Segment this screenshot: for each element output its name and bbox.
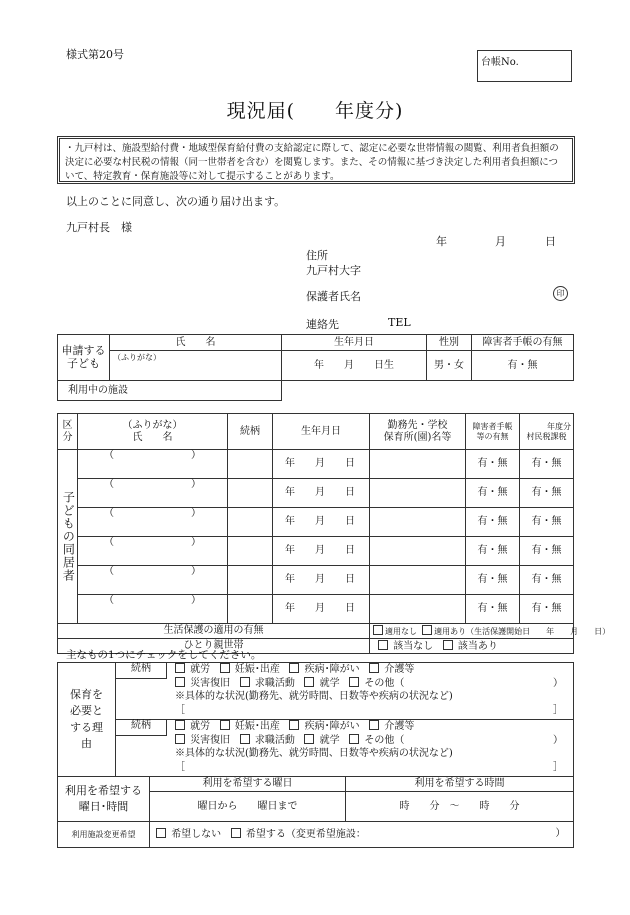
- member-dob-cell[interactable]: 年 月 日: [273, 479, 370, 508]
- ledger-label: 台帳No.: [481, 57, 519, 68]
- change-yes-checkbox[interactable]: [231, 828, 241, 838]
- member-work-cell[interactable]: [370, 479, 466, 508]
- opt-care-checkbox[interactable]: [369, 720, 379, 730]
- change-no-label: 希望しない: [171, 829, 222, 841]
- facility-row[interactable]: [58, 381, 282, 401]
- member-name-header-text: 氏 名: [132, 431, 173, 443]
- ledger-number-box[interactable]: [477, 50, 572, 82]
- opt-pregnancy-label: 妊娠･出産: [234, 721, 280, 732]
- member-paren-close: ）: [191, 450, 201, 461]
- disability-header-line2: 等の有無: [476, 431, 509, 441]
- reason-detail-note: ※具体的な状況(勤務先、就労時間、日数等や疾病の状況など): [175, 691, 453, 702]
- schedule-label-line2: 曜日･時間: [78, 800, 129, 813]
- opt-disaster-checkbox[interactable]: [175, 734, 185, 744]
- privacy-notice: ・九戸村は、施設型給付費・地域型保育給付費の支給認定に際して、認定に必要な世帯情報の閲覧、利用者負担額の決定に必要な村民税の情報（同一世帯者を含む）を閲覧します。また、その情報に基づき決定した利用者負担額について、特定教育・保育施設等に対して提示することがあります。: [57, 136, 575, 184]
- member-work-cell[interactable]: [370, 537, 466, 566]
- member-paren-open: （: [104, 450, 114, 461]
- change-no-checkbox[interactable]: [156, 828, 166, 838]
- member-dob-header: 生年月日: [273, 414, 370, 450]
- member-dob-cell[interactable]: 年 月 日: [273, 537, 370, 566]
- work-header: [370, 414, 466, 450]
- opt-other-close: ）: [553, 677, 563, 689]
- schedule-time-cell[interactable]: 時 分 ～ 時 分: [346, 792, 574, 822]
- member-row: [58, 479, 574, 508]
- schedule-label-line1: 利用を希望する: [65, 783, 142, 797]
- form-number: 様式第20号: [66, 48, 124, 61]
- opt-work-checkbox[interactable]: [175, 720, 185, 730]
- schedule-label: [58, 777, 150, 822]
- member-tax-cell[interactable]: 有・無: [520, 479, 574, 508]
- bracket-open: ［: [175, 761, 185, 773]
- member-work-cell[interactable]: [370, 508, 466, 537]
- bracket-close: ］: [553, 704, 563, 716]
- member-dob-cell[interactable]: 年 月 日: [273, 450, 370, 479]
- child-furigana: （ふりがな）: [113, 353, 161, 362]
- reasons-table: [57, 662, 574, 777]
- welfare-label: 生活保護の適用の有無: [58, 624, 370, 639]
- opt-illness-checkbox[interactable]: [289, 663, 299, 673]
- member-name-cell[interactable]: [78, 595, 228, 624]
- welfare-options: [370, 624, 611, 639]
- single-parent-label: ひとり親世帯: [58, 639, 370, 654]
- member-name-cell[interactable]: [78, 537, 228, 566]
- member-furigana-header: （ふりがな）: [122, 420, 183, 431]
- reason-entry: [116, 720, 573, 776]
- member-relation-cell[interactable]: [228, 450, 273, 479]
- date-day: 日: [545, 235, 556, 248]
- child-dob-header: 生年月日: [282, 335, 427, 351]
- opt-jobseek-label: 求職活動: [254, 734, 295, 746]
- change-yes-label: 希望する（変更希望施設：: [245, 829, 366, 841]
- member-tax-cell[interactable]: 有・無: [520, 508, 574, 537]
- address-label: 住所: [306, 249, 328, 262]
- check-instruction: 主なもの1つにチェックをしてください。: [66, 649, 262, 661]
- member-row: [58, 508, 574, 537]
- welfare-yes-checkbox[interactable]: [422, 625, 432, 635]
- member-disability-cell[interactable]: 有・無: [466, 566, 520, 595]
- child-disability-header: 障害者手帳の有無: [472, 335, 574, 351]
- opt-pregnancy-checkbox[interactable]: [220, 663, 230, 673]
- member-dob-cell[interactable]: 年 月 日: [273, 508, 370, 537]
- reason-options: [167, 720, 573, 776]
- member-row: [58, 537, 574, 566]
- opt-care-label: 介護等: [384, 721, 415, 732]
- welfare-none-checkbox[interactable]: [373, 625, 383, 635]
- address-value[interactable]: 九戸村大字: [306, 264, 361, 277]
- reason-options: [167, 663, 573, 719]
- household-table: [57, 413, 611, 654]
- household-side-label: 子どもの同居者: [58, 450, 78, 624]
- opt-school-label: 就学: [319, 734, 340, 746]
- welfare-none-label: 適用なし: [385, 627, 417, 637]
- reasons-block: [116, 663, 574, 777]
- facility-blank: [282, 381, 574, 401]
- child-row-head: 申請する子ども: [58, 335, 110, 381]
- tax-header-line2: 村民税課税: [526, 431, 567, 441]
- reason-relation-label: 続柄: [116, 720, 167, 736]
- child-name-cell[interactable]: [110, 351, 282, 381]
- opt-care-checkbox[interactable]: [369, 663, 379, 673]
- member-paren-close: ）: [191, 479, 201, 490]
- opt-pregnancy-label: 妊娠･出産: [234, 664, 280, 675]
- opt-disaster-label: 災害復旧: [190, 734, 231, 746]
- member-disability-cell[interactable]: 有・無: [466, 595, 520, 624]
- opt-other-checkbox[interactable]: [349, 734, 359, 744]
- member-work-cell[interactable]: [370, 450, 466, 479]
- opt-other-checkbox[interactable]: [349, 677, 359, 687]
- member-name-header: [78, 414, 228, 450]
- page-title: 現況届( 年度分): [226, 100, 404, 122]
- guardian-name-label: 保護者氏名: [306, 290, 361, 303]
- member-paren-close: ）: [191, 595, 201, 606]
- date-month: 月: [495, 235, 506, 248]
- opt-other-close: ）: [553, 734, 563, 746]
- member-disability-cell[interactable]: 有・無: [466, 508, 520, 537]
- opt-pregnancy-checkbox[interactable]: [220, 720, 230, 730]
- child-table: [57, 334, 574, 401]
- relation-header: 続柄: [228, 414, 273, 450]
- single-parent-options: [370, 639, 574, 654]
- addressee: 九戸村長 様: [66, 221, 132, 234]
- schedule-day-header: 利用を希望する曜日: [150, 777, 346, 792]
- opt-illness-label: 疾病･障がい: [304, 721, 360, 732]
- member-tax-cell[interactable]: 有・無: [520, 566, 574, 595]
- member-tax-cell[interactable]: 有・無: [520, 595, 574, 624]
- member-paren-open: （: [104, 566, 114, 577]
- member-dob-cell[interactable]: 年 月 日: [273, 566, 370, 595]
- opt-care-label: 介護等: [384, 664, 415, 675]
- change-options: [150, 822, 574, 848]
- member-name-cell[interactable]: [78, 450, 228, 479]
- work-header-line1: 勤務先・学校: [387, 420, 448, 431]
- member-paren-open: （: [104, 479, 114, 490]
- disability-header-line1: 障害者手帳: [472, 422, 513, 432]
- single-yes-checkbox[interactable]: [443, 640, 453, 650]
- schedule-time-header: 利用を希望する時間: [346, 777, 574, 792]
- member-row: [58, 595, 574, 624]
- reason-detail-field[interactable]: [175, 761, 573, 775]
- kubun-header: 区分: [58, 414, 78, 450]
- member-relation-cell[interactable]: [228, 479, 273, 508]
- bracket-close: ］: [553, 761, 563, 773]
- opt-disaster-checkbox[interactable]: [175, 677, 185, 687]
- member-relation-cell[interactable]: [228, 566, 273, 595]
- reason-relation-label: 続柄: [116, 663, 167, 679]
- facility-label: 利用中の施設: [68, 384, 128, 396]
- change-label: 利用施設変更希望: [58, 822, 150, 848]
- tel-label: TEL: [388, 316, 411, 329]
- opt-other-label: その他（: [364, 677, 405, 689]
- member-relation-cell[interactable]: [228, 508, 273, 537]
- member-work-cell[interactable]: [370, 595, 466, 624]
- member-paren-open: （: [104, 595, 114, 606]
- single-no-checkbox[interactable]: [378, 640, 388, 650]
- tax-header: [520, 414, 574, 450]
- member-relation-cell[interactable]: [228, 537, 273, 566]
- member-paren-open: （: [104, 508, 114, 519]
- opt-school-checkbox[interactable]: [304, 677, 314, 687]
- seal-mark: 印: [553, 286, 568, 301]
- consent-text: 以上のことに同意し、次の通り届け出ます。: [66, 195, 286, 208]
- member-paren-close: ）: [191, 537, 201, 548]
- member-row: [58, 566, 574, 595]
- member-work-cell[interactable]: [370, 566, 466, 595]
- reason-detail-field[interactable]: [175, 704, 573, 718]
- contact-label: 連絡先: [306, 318, 339, 331]
- date-year: 年: [436, 235, 447, 248]
- child-name-header: 氏 名: [110, 335, 282, 351]
- single-no-label: 該当なし: [393, 640, 434, 652]
- member-name-cell[interactable]: [78, 566, 228, 595]
- bracket-open: ［: [175, 704, 185, 716]
- child-disability-cell[interactable]: 有・無: [472, 351, 574, 381]
- tax-header-line1: 年度分: [547, 422, 571, 432]
- member-tax-cell[interactable]: 有・無: [520, 537, 574, 566]
- member-row: [58, 450, 574, 479]
- reasons-side-label: 保育を必要とする理由: [58, 663, 116, 777]
- opt-work-label: 就労: [190, 721, 211, 732]
- work-header-line2: 保育所(園)名等: [383, 431, 452, 443]
- reason-detail-note: ※具体的な状況(勤務先、就労時間、日数等や疾病の状況など): [175, 748, 453, 759]
- member-paren-open: （: [104, 537, 114, 548]
- member-name-cell[interactable]: [78, 479, 228, 508]
- opt-work-checkbox[interactable]: [175, 663, 185, 673]
- opt-other-label: その他（: [364, 734, 405, 746]
- schedule-day-cell[interactable]: 曜日から 曜日まで: [150, 792, 346, 822]
- member-disability-header: [466, 414, 520, 450]
- opt-school-label: 就学: [319, 677, 340, 689]
- opt-work-label: 就労: [190, 664, 211, 675]
- member-disability-cell[interactable]: 有・無: [466, 479, 520, 508]
- opt-illness-checkbox[interactable]: [289, 720, 299, 730]
- child-dob-cell[interactable]: 年 月 日生: [282, 351, 427, 381]
- member-paren-close: ）: [191, 508, 201, 519]
- member-tax-cell[interactable]: 有・無: [520, 450, 574, 479]
- opt-school-checkbox[interactable]: [304, 734, 314, 744]
- member-paren-close: ）: [191, 566, 201, 577]
- opt-disaster-label: 災害復旧: [190, 677, 231, 689]
- reason-entry: [116, 663, 573, 720]
- opt-illness-label: 疾病･障がい: [304, 664, 360, 675]
- member-disability-cell[interactable]: 有・無: [466, 450, 520, 479]
- member-relation-cell[interactable]: [228, 595, 273, 624]
- member-name-cell[interactable]: [78, 508, 228, 537]
- member-disability-cell[interactable]: 有・無: [466, 537, 520, 566]
- change-close-paren: ）: [555, 828, 566, 840]
- child-sex-cell[interactable]: 男・女: [427, 351, 472, 381]
- member-dob-cell[interactable]: 年 月 日: [273, 595, 370, 624]
- schedule-table: [57, 776, 574, 848]
- welfare-yes-label: 適用あり（生活保護開始日 年 月 日）: [434, 627, 611, 637]
- opt-jobseek-label: 求職活動: [254, 677, 295, 689]
- opt-jobseek-checkbox[interactable]: [240, 734, 250, 744]
- child-sex-header: 性別: [427, 335, 472, 351]
- single-yes-label: 該当あり: [457, 640, 498, 652]
- opt-jobseek-checkbox[interactable]: [240, 677, 250, 687]
